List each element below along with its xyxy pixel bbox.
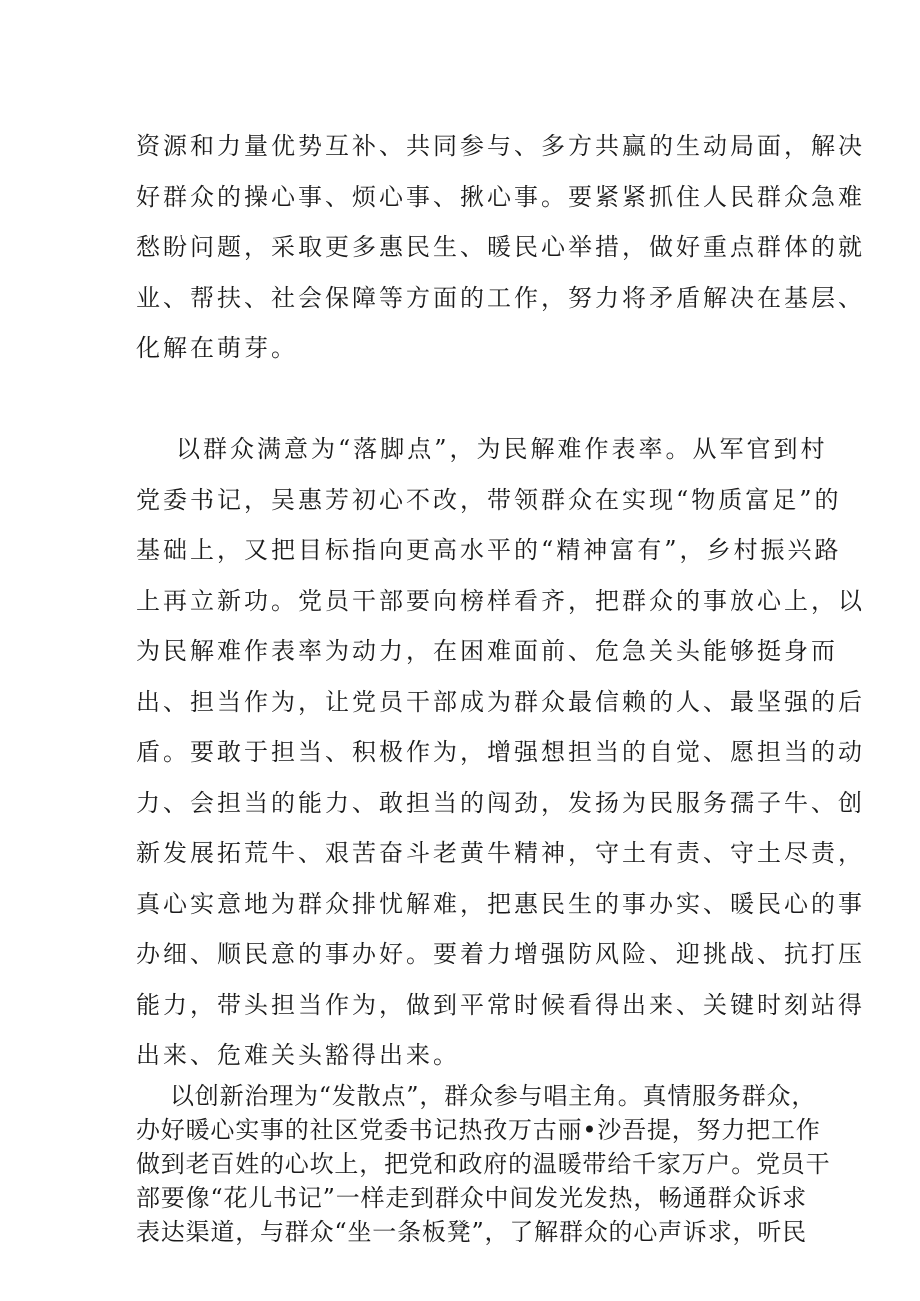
paragraph-3-line-1: 以创新治理为“发散点”，群众参与唱主角。真情服务群众， <box>170 1082 817 1110</box>
paragraph-2-line-4: 上再立新功。党员干部要向榜样看齐，把群众的事放心上，以 <box>136 587 865 615</box>
paragraph-1-line-2: 好群众的操心事、烦心事、揪心事。要紧紧抓住人民群众急难 <box>136 183 865 211</box>
paragraph-2-line-8: 力、会担当的能力、敢担当的闯劲，发扬为民服务孺子牛、创 <box>136 789 865 817</box>
paragraph-3-line-3: 做到老百姓的心坎上，把党和政府的温暖带给千家万户。党员干 <box>136 1150 831 1178</box>
paragraph-1-line-3: 愁盼问题，采取更多惠民生、暖民心举措，做好重点群体的就 <box>136 233 865 261</box>
paragraph-2-line-7: 盾。要敢于担当、积极作为，增强想担当的自觉、愿担当的动 <box>136 738 865 766</box>
paragraph-3-line-5: 表达渠道，与群众“坐一条板凳”，了解群众的心声诉求，听民 <box>136 1218 807 1246</box>
paragraph-2-line-3: 基础上，又把目标指向更高水平的“精神富有”，乡村振兴路 <box>136 536 842 564</box>
paragraph-2-line-1: 以群众满意为“落脚点”，为民解难作表率。从军官到村 <box>176 435 828 463</box>
paragraph-2-line-13: 出来、危难关头豁得出来。 <box>136 1041 460 1069</box>
paragraph-3-line-2: 办好暖心实事的社区党委书记热孜万古丽•沙吾提，努力把工作 <box>136 1116 821 1144</box>
paragraph-2-line-12: 能力，带头担当作为，做到平常时候看得出来、关键时刻站得 <box>136 991 865 1019</box>
paragraph-2-line-9: 新发展拓荒牛、艰苦奋斗老黄牛精神，守土有责、守土尽责， <box>136 839 865 867</box>
paragraph-1-line-5: 化解在萌芽。 <box>136 334 298 362</box>
paragraph-2-line-10: 真心实意地为群众排忧解难，把惠民生的事办实、暖民心的事 <box>136 890 865 918</box>
paragraph-2-line-11: 办细、顺民意的事办好。要着力增强防风险、迎挑战、抗打压 <box>136 940 865 968</box>
paragraph-1-line-4: 业、帮扶、社会保障等方面的工作，努力将矛盾解决在基层、 <box>136 284 865 312</box>
paragraph-2-line-5: 为民解难作表率为动力，在困难面前、危急关头能够挺身而 <box>136 637 838 665</box>
paragraph-3-line-4: 部要像“花儿书记”一样走到群众中间发光发热，畅通群众诉求 <box>136 1184 807 1212</box>
paragraph-2-line-6: 出、担当作为，让党员干部成为群众最信赖的人、最坚强的后 <box>136 688 865 716</box>
paragraph-1-line-1: 资源和力量优势互补、共同参与、多方共赢的生动局面，解决 <box>136 132 865 160</box>
paragraph-2-line-2: 党委书记，吴惠芳初心不改，带领群众在实现“物质富足”的 <box>136 486 842 514</box>
